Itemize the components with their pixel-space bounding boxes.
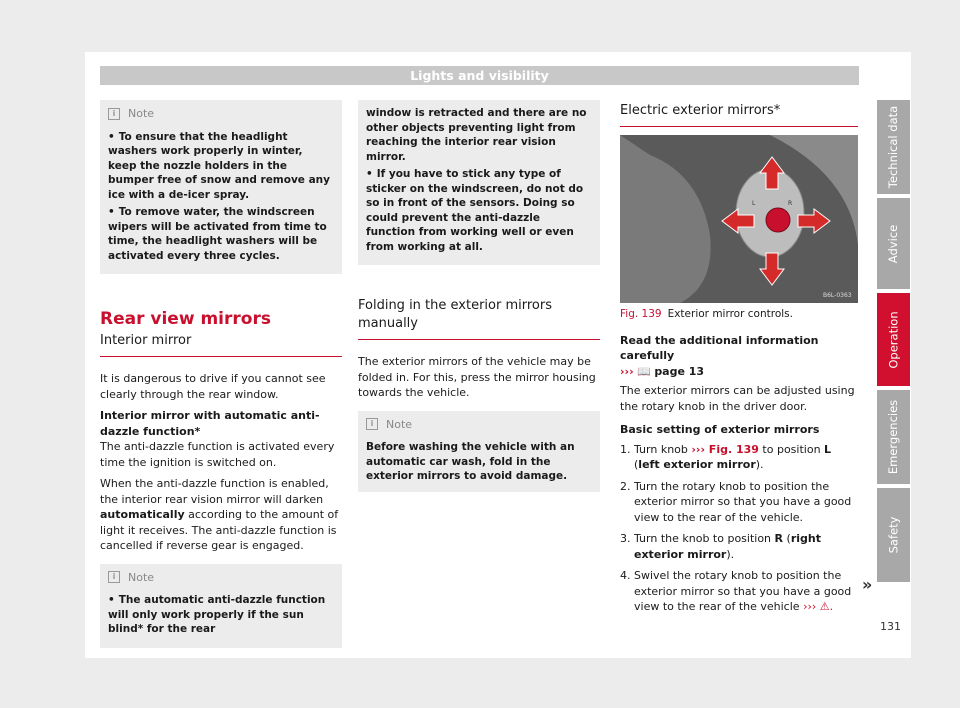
figure-code: B6L-0363 [823,292,852,299]
note-bullet: • If you have to stick any type of sticker on the windscreen, do not do so in front of the sensors. Doing so could prevent the anti-dazzle function from working well or even from working at all. [366,168,584,253]
page-number: 131 [880,620,901,633]
paragraph: The anti-dazzle function is activated every time the ignition is switched on. [100,440,335,469]
tab-operation[interactable]: Operation [877,293,910,386]
steps-list [620,442,858,615]
tab-emergencies[interactable]: Emergencies [877,390,910,484]
paragraph-title: Interior mirror with automatic anti-dazzle function* [100,409,320,438]
book-icon: 📖 [637,364,651,378]
tab-safety[interactable]: Safety [877,488,910,582]
figure-caption: Fig. 139 Exterior mirror controls. [620,308,793,320]
rotary-knob [766,208,790,232]
svg-text:R: R [788,200,793,207]
note-box-continued [358,100,600,265]
section-title: Folding in the exterior mirrors manually [358,298,552,331]
info-icon: i [108,571,120,583]
note-bullet: • To ensure that the headlight washers work properly in winter, keep the nozzle holders in the bumper free of snow and remove any ice with a de-icer spray. [108,130,330,201]
chapter-header: Lights and visibility [100,66,859,85]
note-text: window is retracted and there are no other objects preventing light from reaching the interior rear vision mirror. [366,107,587,163]
column-1 [100,100,342,658]
figure-link[interactable]: ››› Fig. 139 [691,442,759,456]
note-label: Note [128,570,155,584]
info-icon: i [366,418,378,430]
step-item: 1. Turn knob ››› Fig. 139 to position L (left exterior mirror). [620,442,832,471]
paragraph: The exterior mirrors of the vehicle may be folded in. For this, press the mirror housing towards the vehicle. [358,355,596,399]
svg-text:L: L [752,200,756,207]
info-icon: i [108,108,120,120]
subsection-title: Interior mirror [100,333,192,348]
note-box [100,564,342,648]
continue-icon: » [862,575,873,594]
paragraph: When the anti-dazzle function is enabled, the interior rear vision mirror will darken automatically according to the amount of light it receives. The anti-dazzle function is cancelled if reverse gear is engaged. [100,477,339,552]
paragraph: It is dangerous to drive if you cannot see clearly through the rear window. [100,372,326,401]
step-item: 4. Swivel the rotary knob to position the exterior mirror so that you have a good view to the rear of the vehicle ››› ⚠. [620,569,852,613]
read-more-link[interactable]: ››› 📖 page 13 [620,364,705,378]
mirror-controls-illustration [620,135,858,303]
tab-advice[interactable]: Advice [877,198,910,289]
note-label: Note [128,107,155,120]
column-3 [620,100,858,621]
warning-icon: ››› ⚠. [803,600,834,613]
step-item: 3. Turn the knob to position R (right exterior mirror). [620,532,821,561]
note-bullet: • The automatic anti-dazzle function will only work properly if the sun blind* for the rear [108,594,326,635]
note-box [100,100,342,274]
column-2 [358,100,600,502]
section-title: Electric exterior mirrors* [620,103,781,118]
note-text: Before washing the vehicle with an automatic car wash, fold in the exterior mirrors to avoid damage. [366,441,575,482]
step-item: 2. Turn the rotary knob to position the exterior mirror so that you have a good view to the rear of the vehicle. [620,479,852,524]
note-label: Note [386,417,413,431]
note-box [358,411,600,492]
paragraph-title: Basic setting of exterior mirrors [620,423,820,436]
paragraph: The exterior mirrors can be adjusted using the rotary knob in the driver door. [620,384,855,413]
tab-technical-data[interactable]: Technical data [877,100,910,194]
section-title: Rear view mirrors [100,309,271,329]
mirror-controls-figure [620,135,858,303]
note-bullet: • To remove water, the windscreen wipers will be activated from time to time, the headlight washers will be activated every three cycles. [108,206,327,262]
read-more: Read the additional information carefully [620,333,819,362]
